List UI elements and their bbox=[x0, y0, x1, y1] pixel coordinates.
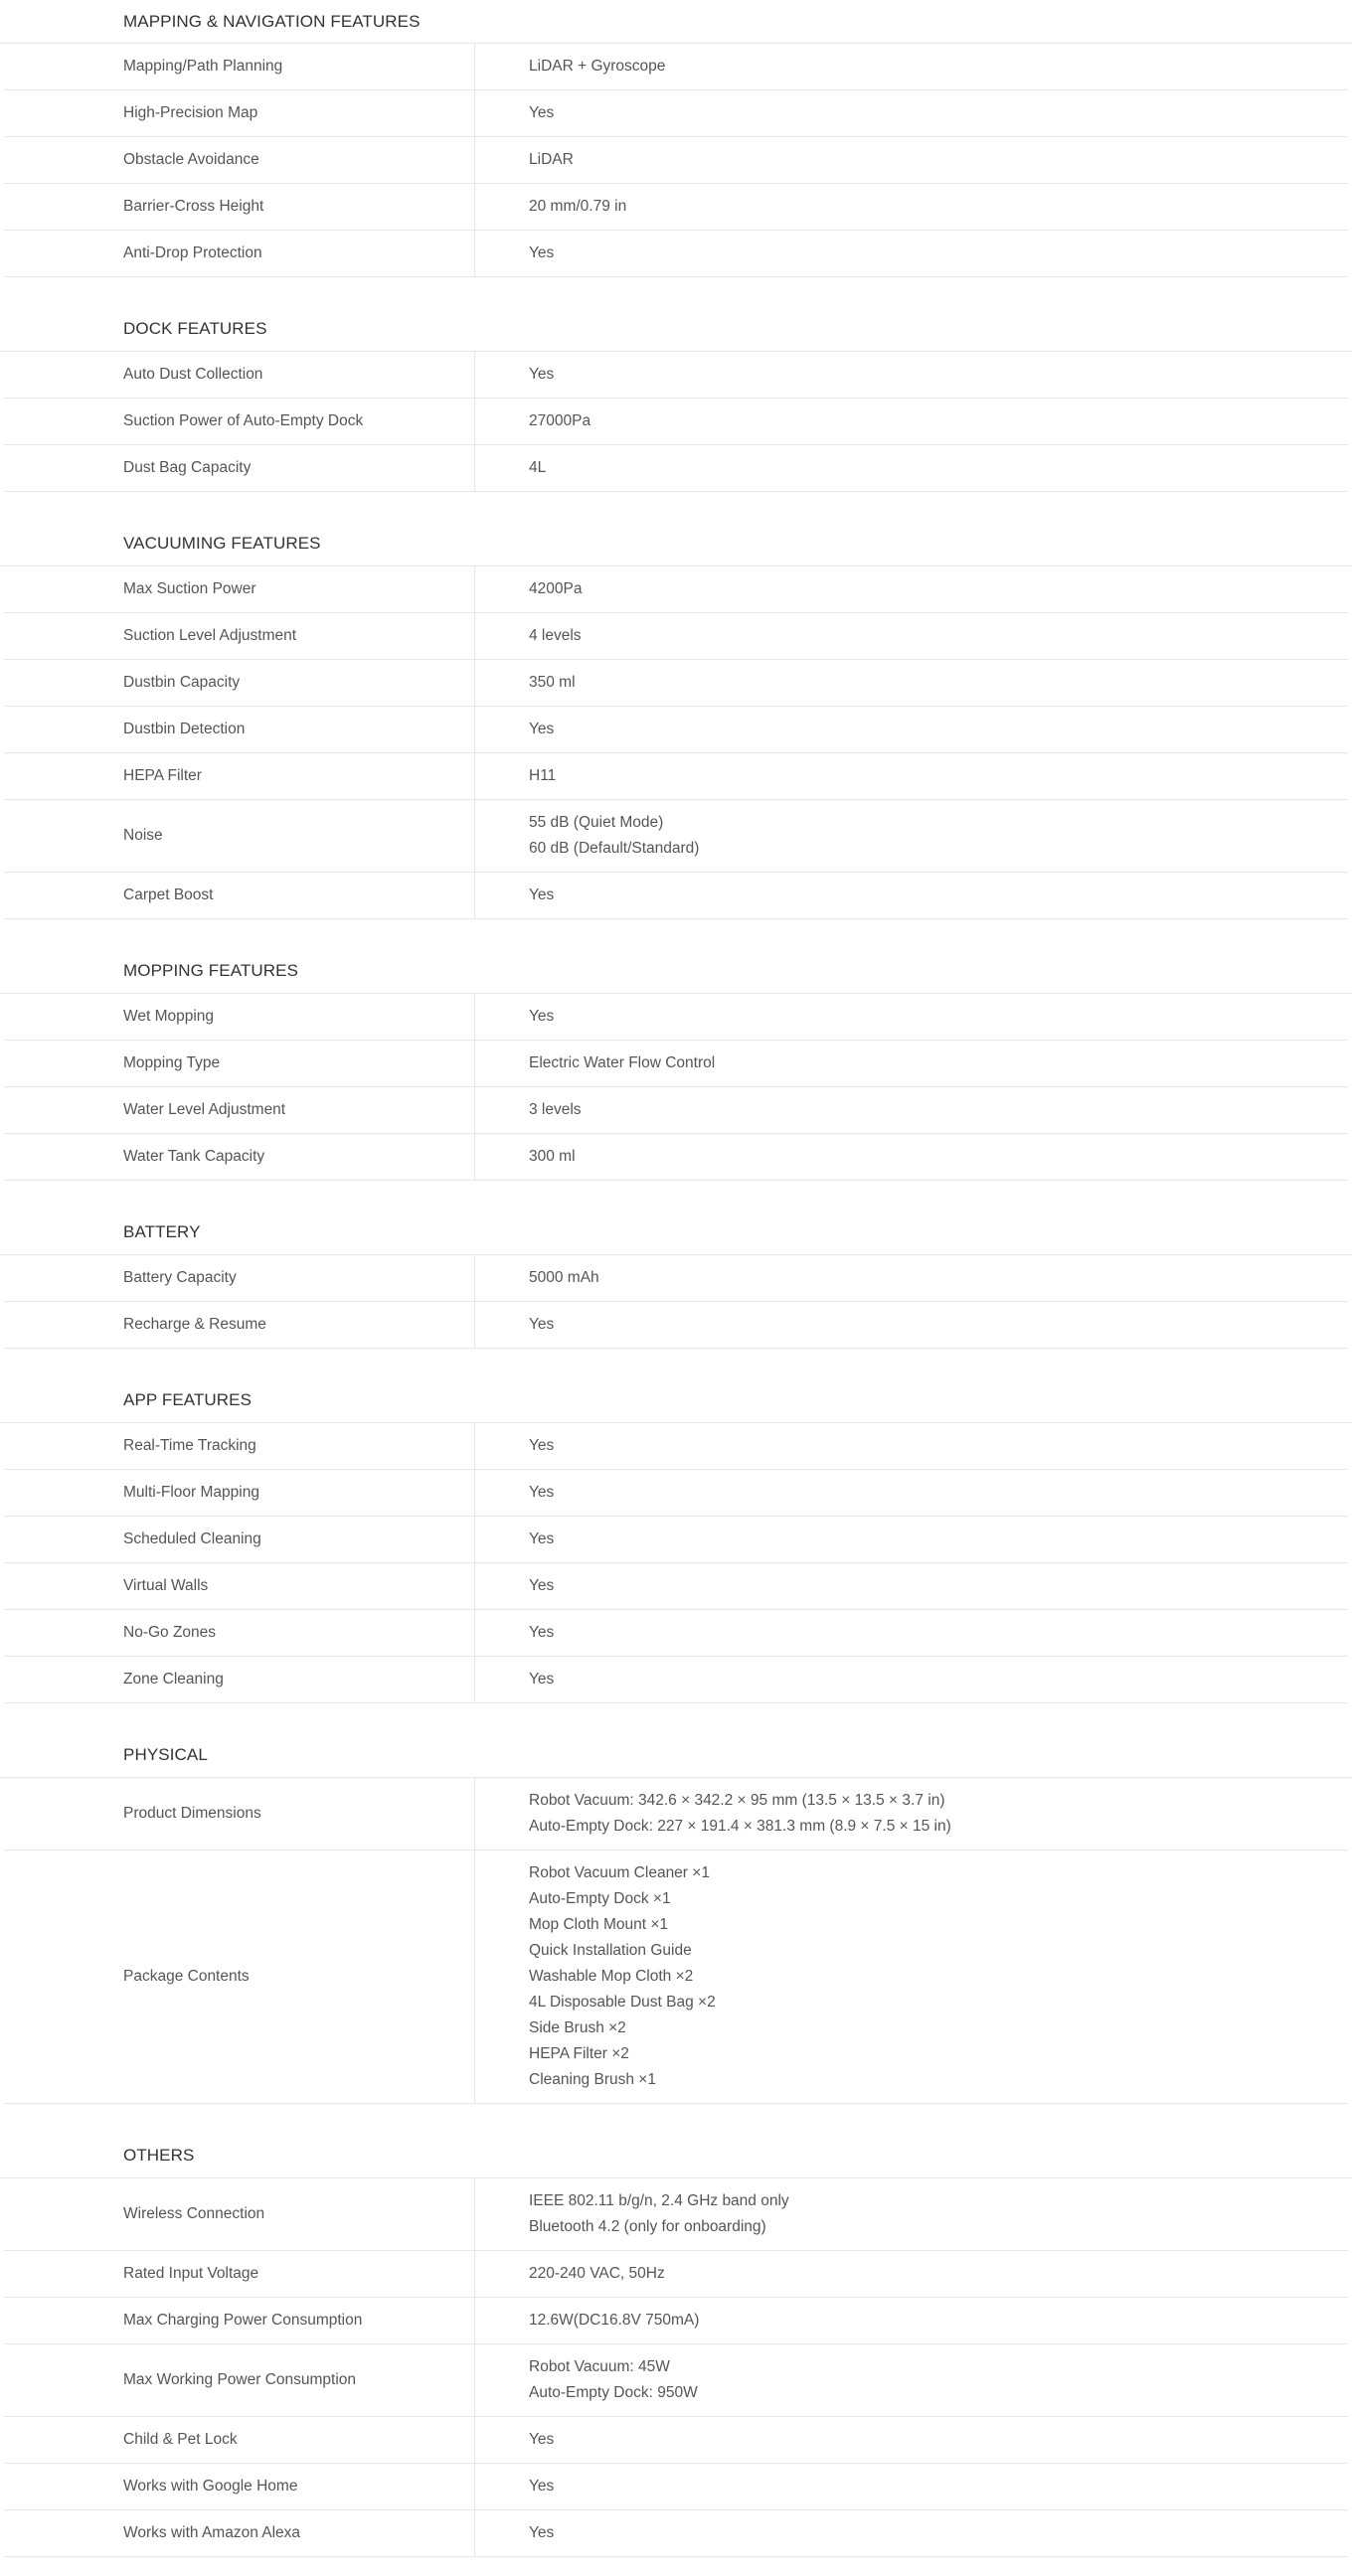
section-spacer bbox=[0, 492, 1352, 522]
spec-label: Mopping Type bbox=[4, 1041, 475, 1086]
spec-rows bbox=[4, 994, 1348, 1181]
section-title: PHYSICAL bbox=[0, 1733, 1352, 1778]
spec-value-line: Cleaning Brush ×1 bbox=[529, 2071, 656, 2088]
spec-value bbox=[475, 352, 1348, 398]
spec-value-line: Quick Installation Guide bbox=[529, 1942, 692, 1959]
spec-value bbox=[475, 1470, 1348, 1516]
spec-row bbox=[4, 231, 1348, 277]
spec-label: Virtual Walls bbox=[4, 1563, 475, 1609]
spec-value bbox=[475, 1255, 1348, 1301]
spec-value-line: Bluetooth 4.2 (only for onboarding) bbox=[529, 2218, 766, 2235]
spec-value-line: HEPA Filter ×2 bbox=[529, 2045, 629, 2062]
spec-section bbox=[0, 949, 1352, 1181]
spec-label: Product Dimensions bbox=[4, 1778, 475, 1850]
spec-label: Works with Google Home bbox=[4, 2464, 475, 2509]
spec-row bbox=[4, 1134, 1348, 1181]
spec-rows bbox=[4, 566, 1348, 919]
spec-row bbox=[4, 1470, 1348, 1517]
spec-row bbox=[4, 1255, 1348, 1302]
spec-label: Package Contents bbox=[4, 1851, 475, 2103]
section-title: APP FEATURES bbox=[0, 1378, 1352, 1423]
spec-value-line: Auto-Empty Dock: 227 × 191.4 × 381.3 mm (8.9 × 7.5 × 15 in) bbox=[529, 1818, 951, 1835]
spec-value-line: Robot Vacuum: 342.6 × 342.2 × 95 mm (13.5 × 13.5 × 3.7 in) bbox=[529, 1792, 945, 1809]
spec-value bbox=[475, 2464, 1348, 2509]
spec-value-line: Yes bbox=[529, 366, 555, 383]
spec-value-line: IEEE 802.11 b/g/n, 2.4 GHz band only bbox=[529, 2192, 789, 2209]
spec-row bbox=[4, 1302, 1348, 1349]
spec-value-line: Auto-Empty Dock: 950W bbox=[529, 2384, 698, 2401]
section-spacer bbox=[0, 1349, 1352, 1378]
spec-value bbox=[475, 800, 1348, 872]
spec-rows bbox=[4, 1778, 1348, 2104]
spec-value-line: 12.6W(DC16.8V 750mA) bbox=[529, 2312, 700, 2329]
spec-value bbox=[475, 44, 1348, 89]
section-title: VACUUMING FEATURES bbox=[0, 522, 1352, 566]
spec-label: Noise bbox=[4, 800, 475, 872]
spec-value-line: 27000Pa bbox=[529, 412, 592, 429]
spec-label: Multi-Floor Mapping bbox=[4, 1470, 475, 1516]
spec-label: Child & Pet Lock bbox=[4, 2417, 475, 2463]
spec-section bbox=[0, 522, 1352, 919]
spec-value bbox=[475, 90, 1348, 136]
spec-value bbox=[475, 2178, 1348, 2250]
spec-value bbox=[475, 566, 1348, 612]
spec-section bbox=[0, 1733, 1352, 2104]
spec-value bbox=[475, 2417, 1348, 2463]
spec-row bbox=[4, 660, 1348, 707]
spec-value-line: Side Brush ×2 bbox=[529, 2019, 626, 2036]
section-spacer bbox=[0, 1703, 1352, 1733]
spec-value bbox=[475, 1302, 1348, 1348]
section-title: BATTERY bbox=[0, 1210, 1352, 1255]
spec-value-line: LiDAR + Gyroscope bbox=[529, 58, 666, 75]
spec-rows bbox=[4, 2178, 1348, 2557]
section-title: MOPPING FEATURES bbox=[0, 949, 1352, 994]
spec-value-line: Yes bbox=[529, 2524, 555, 2541]
spec-row bbox=[4, 1041, 1348, 1087]
spec-value-line: Washable Mop Cloth ×2 bbox=[529, 1968, 694, 1985]
spec-label: Zone Cleaning bbox=[4, 1657, 475, 1702]
spec-value-line: Yes bbox=[529, 244, 555, 261]
spec-value bbox=[475, 753, 1348, 799]
spec-value bbox=[475, 1778, 1348, 1850]
spec-row bbox=[4, 184, 1348, 231]
spec-value-line: 55 dB (Quiet Mode) bbox=[529, 814, 664, 831]
spec-label: Max Charging Power Consumption bbox=[4, 2298, 475, 2343]
spec-label: Dust Bag Capacity bbox=[4, 445, 475, 491]
section-spacer bbox=[0, 277, 1352, 307]
spec-label: Recharge & Resume bbox=[4, 1302, 475, 1348]
spec-value-line: Yes bbox=[529, 1671, 555, 1688]
spec-label: HEPA Filter bbox=[4, 753, 475, 799]
spec-value-line: 4200Pa bbox=[529, 580, 583, 597]
spec-row bbox=[4, 566, 1348, 613]
spec-value-line: Robot Vacuum Cleaner ×1 bbox=[529, 1864, 710, 1881]
spec-value bbox=[475, 2510, 1348, 2556]
spec-section bbox=[0, 0, 1352, 277]
spec-value bbox=[475, 1041, 1348, 1086]
section-title: OTHERS bbox=[0, 2134, 1352, 2178]
spec-value-line: Electric Water Flow Control bbox=[529, 1054, 716, 1071]
spec-row bbox=[4, 2344, 1348, 2417]
spec-row bbox=[4, 399, 1348, 445]
spec-row bbox=[4, 1657, 1348, 1703]
spec-value-line: 4 levels bbox=[529, 627, 582, 644]
spec-label: Suction Power of Auto-Empty Dock bbox=[4, 399, 475, 444]
spec-value-line: Yes bbox=[529, 1437, 555, 1454]
spec-label: Wireless Connection bbox=[4, 2178, 475, 2250]
spec-row bbox=[4, 445, 1348, 492]
spec-rows bbox=[4, 1255, 1348, 1349]
spec-value bbox=[475, 2298, 1348, 2343]
spec-value-line: 350 ml bbox=[529, 674, 576, 691]
spec-value bbox=[475, 2251, 1348, 2297]
spec-value-line: Yes bbox=[529, 1484, 555, 1501]
spec-value bbox=[475, 137, 1348, 183]
spec-label: Auto Dust Collection bbox=[4, 352, 475, 398]
spec-row bbox=[4, 1778, 1348, 1851]
spec-row bbox=[4, 2510, 1348, 2557]
spec-value bbox=[475, 873, 1348, 918]
spec-value-line: Robot Vacuum: 45W bbox=[529, 2358, 670, 2375]
spec-value-line: H11 bbox=[529, 767, 557, 784]
spec-value bbox=[475, 1517, 1348, 1562]
spec-value bbox=[475, 1134, 1348, 1180]
spec-row bbox=[4, 2178, 1348, 2251]
spec-label: Barrier-Cross Height bbox=[4, 184, 475, 230]
spec-row bbox=[4, 994, 1348, 1041]
spec-row bbox=[4, 1610, 1348, 1657]
spec-label: Anti-Drop Protection bbox=[4, 231, 475, 276]
spec-row bbox=[4, 1851, 1348, 2104]
spec-section bbox=[0, 1210, 1352, 1349]
spec-label: Rated Input Voltage bbox=[4, 2251, 475, 2297]
spec-value bbox=[475, 2344, 1348, 2416]
spec-row bbox=[4, 44, 1348, 90]
spec-label: High-Precision Map bbox=[4, 90, 475, 136]
spec-value bbox=[475, 707, 1348, 752]
spec-value-line: Mop Cloth Mount ×1 bbox=[529, 1916, 669, 1933]
spec-row bbox=[4, 1563, 1348, 1610]
spec-value bbox=[475, 1087, 1348, 1133]
spec-label: Suction Level Adjustment bbox=[4, 613, 475, 659]
spec-value-line: Yes bbox=[529, 104, 555, 121]
spec-value bbox=[475, 1657, 1348, 1702]
spec-row bbox=[4, 2298, 1348, 2344]
spec-row bbox=[4, 1517, 1348, 1563]
section-spacer bbox=[0, 2104, 1352, 2134]
spec-label: Scheduled Cleaning bbox=[4, 1517, 475, 1562]
spec-value bbox=[475, 613, 1348, 659]
spec-value-line: Yes bbox=[529, 2431, 555, 2448]
spec-row bbox=[4, 613, 1348, 660]
spec-label: Carpet Boost bbox=[4, 873, 475, 918]
spec-row bbox=[4, 2251, 1348, 2298]
spec-label: Dustbin Capacity bbox=[4, 660, 475, 706]
spec-rows bbox=[4, 44, 1348, 277]
spec-value bbox=[475, 1610, 1348, 1656]
spec-value bbox=[475, 994, 1348, 1040]
spec-value bbox=[475, 1563, 1348, 1609]
spec-value-line: Auto-Empty Dock ×1 bbox=[529, 1890, 671, 1907]
section-spacer bbox=[0, 1181, 1352, 1210]
spec-label: Max Suction Power bbox=[4, 566, 475, 612]
spec-row bbox=[4, 1423, 1348, 1470]
section-title: MAPPING & NAVIGATION FEATURES bbox=[0, 0, 1352, 44]
spec-value-line: 60 dB (Default/Standard) bbox=[529, 840, 700, 857]
spec-row bbox=[4, 137, 1348, 184]
section-spacer bbox=[0, 919, 1352, 949]
spec-value bbox=[475, 445, 1348, 491]
spec-rows bbox=[4, 352, 1348, 492]
spec-section bbox=[0, 307, 1352, 492]
spec-value-line: Yes bbox=[529, 721, 555, 737]
spec-value-line: Yes bbox=[529, 1530, 555, 1547]
spec-value-line: Yes bbox=[529, 1624, 555, 1641]
spec-value-line: LiDAR bbox=[529, 151, 574, 168]
spec-value bbox=[475, 399, 1348, 444]
spec-value-line: Yes bbox=[529, 2478, 555, 2495]
spec-label: Mapping/Path Planning bbox=[4, 44, 475, 89]
spec-row bbox=[4, 707, 1348, 753]
spec-label: Works with Amazon Alexa bbox=[4, 2510, 475, 2556]
spec-label: Battery Capacity bbox=[4, 1255, 475, 1301]
spec-label: No-Go Zones bbox=[4, 1610, 475, 1656]
spec-value-line: Yes bbox=[529, 1316, 555, 1333]
spec-value bbox=[475, 1851, 1348, 2103]
spec-value-line: 3 levels bbox=[529, 1101, 582, 1118]
spec-row bbox=[4, 2417, 1348, 2464]
spec-value-line: Yes bbox=[529, 886, 555, 903]
spec-value bbox=[475, 1423, 1348, 1469]
spec-rows bbox=[4, 1423, 1348, 1703]
spec-value bbox=[475, 231, 1348, 276]
spec-label: Real-Time Tracking bbox=[4, 1423, 475, 1469]
spec-label: Wet Mopping bbox=[4, 994, 475, 1040]
spec-row bbox=[4, 800, 1348, 873]
spec-row bbox=[4, 90, 1348, 137]
spec-row bbox=[4, 2464, 1348, 2510]
spec-value-line: Yes bbox=[529, 1577, 555, 1594]
spec-row bbox=[4, 873, 1348, 919]
spec-label: Obstacle Avoidance bbox=[4, 137, 475, 183]
spec-section bbox=[0, 1378, 1352, 1703]
spec-value-line: 5000 mAh bbox=[529, 1269, 599, 1286]
spec-value bbox=[475, 660, 1348, 706]
spec-row bbox=[4, 753, 1348, 800]
spec-row bbox=[4, 352, 1348, 399]
spec-label: Water Level Adjustment bbox=[4, 1087, 475, 1133]
spec-value-line: 220-240 VAC, 50Hz bbox=[529, 2265, 665, 2282]
spec-row bbox=[4, 1087, 1348, 1134]
spec-value-line: 20 mm/0.79 in bbox=[529, 198, 627, 215]
spec-label: Dustbin Detection bbox=[4, 707, 475, 752]
spec-label: Water Tank Capacity bbox=[4, 1134, 475, 1180]
spec-value bbox=[475, 184, 1348, 230]
spec-value-line: 4L Disposable Dust Bag ×2 bbox=[529, 1994, 716, 2011]
spec-label: Max Working Power Consumption bbox=[4, 2344, 475, 2416]
spec-value-line: 4L bbox=[529, 459, 547, 476]
spec-section bbox=[0, 2134, 1352, 2557]
spec-value-line: Yes bbox=[529, 1008, 555, 1025]
section-title: DOCK FEATURES bbox=[0, 307, 1352, 352]
spec-value-line: 300 ml bbox=[529, 1148, 576, 1165]
